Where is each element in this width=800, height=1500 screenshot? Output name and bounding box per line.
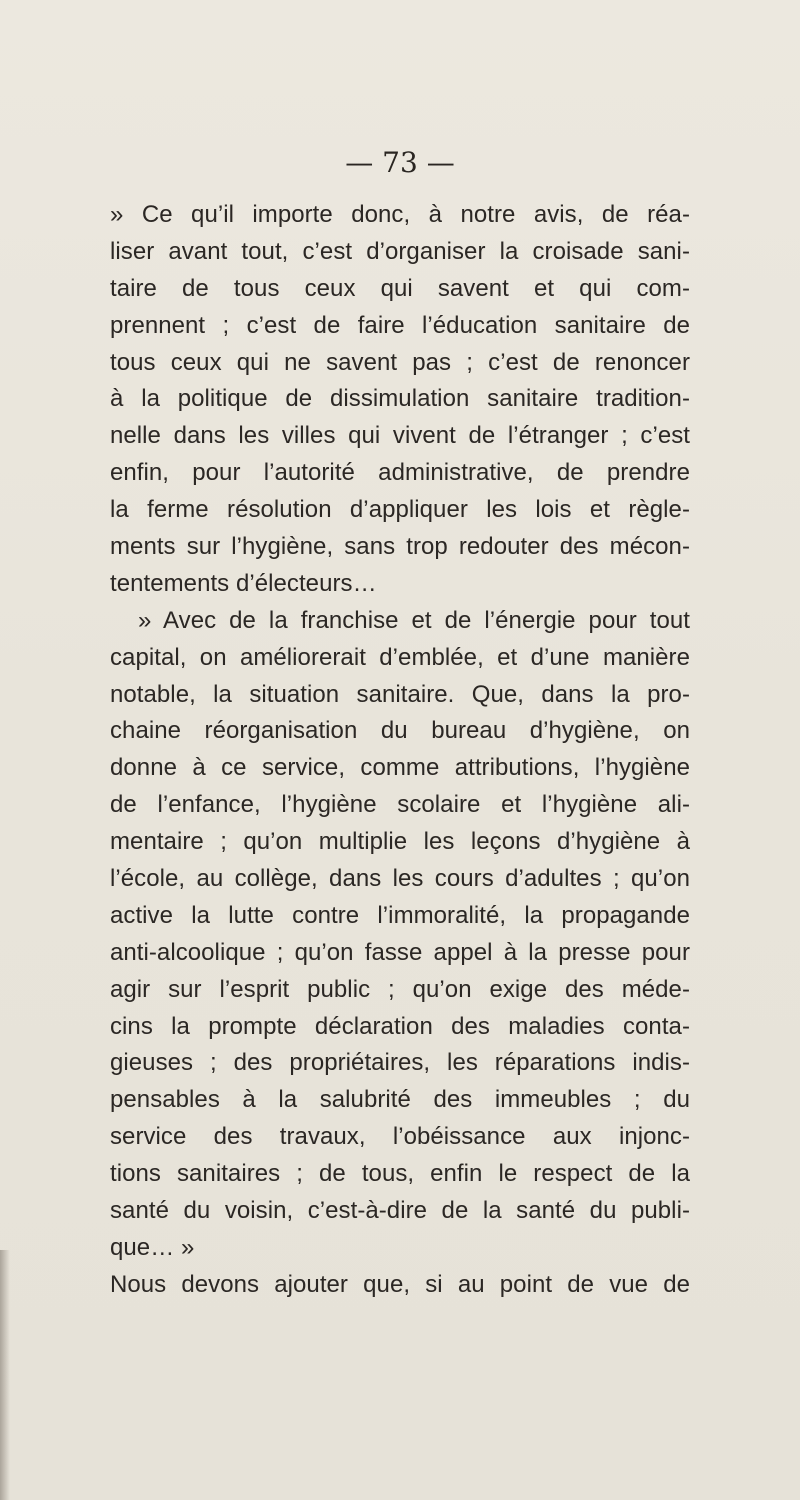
text-line: de l’enfance, l’hygiène scolaire et l’hygiène ali-: [110, 791, 690, 819]
text-line: notable, la situation sanitaire. Que, dans la pro-: [110, 680, 690, 708]
text-line: anti-alcoolique ; qu’on fasse appel à la presse pour: [110, 938, 690, 966]
text-line: tions sanitaires ; de tous, enfin le respect de la: [110, 1160, 690, 1188]
text-line: service des travaux, l’obéissance aux injonc-: [110, 1123, 690, 1151]
text-line: chaine réorganisation du bureau d’hygiène, on: [110, 717, 690, 745]
text-line: active la lutte contre l’immoralité, la propagande: [110, 901, 690, 929]
text-line: tentements d’électeurs…: [110, 569, 377, 597]
text-line: prennent ; c’est de faire l’éducation sanitaire de: [110, 311, 690, 339]
body-text: [110, 197, 690, 1304]
text-line: enfin, pour l’autorité administrative, de prendre: [110, 459, 690, 487]
text-line: » Avec de la franchise et de l’énergie pour tout: [138, 606, 690, 634]
text-line: tous ceux qui ne savent pas ; c’est de renoncer: [110, 348, 690, 376]
text-line: nelle dans les villes qui vivent de l’étranger ; c’est: [110, 422, 690, 450]
text-line: capital, on améliorerait d’emblée, et d’une manière: [110, 643, 690, 671]
text-line: à la politique de dissimulation sanitaire tradition-: [110, 385, 690, 413]
text-line: mentaire ; qu’on multiplie les leçons d’hygiène à: [110, 828, 690, 856]
text-line: » Ce qu’il importe donc, à notre avis, de réa-: [110, 201, 690, 228]
text-line: ments sur l’hygiène, sans trop redouter des mécon-: [110, 533, 690, 561]
page-number: — 73 —: [345, 146, 455, 179]
text-line: taire de tous ceux qui savent et qui com-: [110, 274, 690, 302]
text-line: liser avant tout, c’est d’organiser la croisade sani-: [110, 237, 690, 265]
text-line: la ferme résolution d’appliquer les lois et règle-: [110, 496, 690, 524]
text-line: donne à ce service, comme attributions, l’hygiène: [110, 754, 690, 782]
text-line: agir sur l’esprit public ; qu’on exige des méde-: [110, 975, 690, 1003]
text-line: Nous devons ajouter que, si au point de vue de: [110, 1270, 690, 1298]
text-line: l’école, au collège, dans les cours d’adultes ; qu’on: [110, 865, 690, 893]
text-line: santé du voisin, c’est-à-dire de la santé du publi-: [110, 1197, 690, 1225]
text-line: gieuses ; des propriétaires, les réparations indis-: [110, 1049, 690, 1077]
page-edge-shadow: [0, 1250, 10, 1500]
text-line: que… »: [110, 1233, 195, 1261]
text-line: cins la prompte déclaration des maladies conta-: [110, 1012, 690, 1040]
text-line: pensables à la salubrité des immeubles ; du: [110, 1086, 690, 1114]
